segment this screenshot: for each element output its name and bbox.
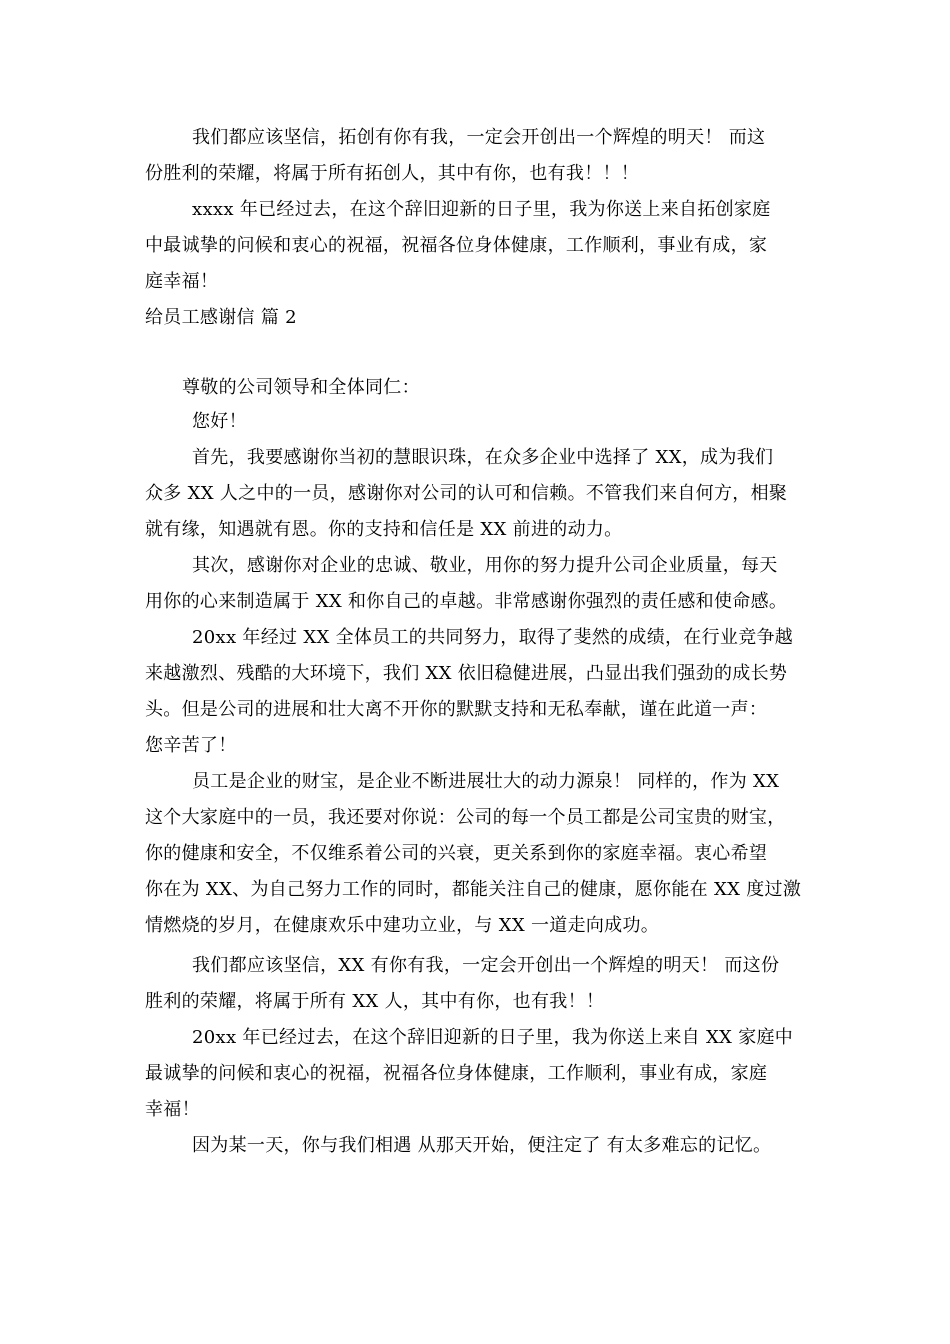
paragraph-line: 其次，感谢你对企业的忠诚、敬业，用你的努力提升公司企业质量，每天	[192, 555, 778, 576]
paragraph-line: 这个大家庭中的一员，我还要对你说：公司的每一个员工都是公司宝贵的财宝，	[145, 807, 786, 828]
paragraph-line: 首先，我要感谢你当初的慧眼识珠，在众多企业中选择了 XX，成为我们	[192, 447, 774, 468]
paragraph-line: 胜利的荣耀，将属于所有 XX 人，其中有你，也有我！！	[145, 991, 605, 1012]
paragraph-line: 我们都应该坚信，拓创有你有我，一定会开创出一个辉煌的明天！ 而这	[192, 127, 766, 148]
paragraph-line: 众多 XX 人之中的一员，感谢你对公司的认可和信赖。不管我们来自何方，相聚	[145, 483, 788, 504]
paragraph-line: 中最诚挚的问候和衷心的祝福，祝福各位身体健康，工作顺利，事业有成，家	[145, 235, 768, 256]
paragraph-line: 情燃烧的岁月，在健康欢乐中建功立业，与 XX 一道走向成功。	[145, 915, 660, 936]
paragraph-line: 来越激烈、残酷的大环境下，我们 XX 依旧稳健进展，凸显出我们强劲的成长势	[145, 663, 788, 684]
paragraph-line: 你的健康和安全，不仅维系着公司的兴衰，更关系到你的家庭幸福。衷心希望	[145, 843, 768, 864]
paragraph-line: 你在为 XX、为自己努力工作的同时，都能关注自己的健康，愿你能在 XX 度过激	[145, 879, 802, 900]
paragraph-line: xxxx 年已经过去，在这个辞旧迎新的日子里，我为你送上来自拓创家庭	[192, 199, 771, 220]
paragraph-line: 员工是企业的财宝，是企业不断进展壮大的动力源泉！ 同样的，作为 XX	[192, 771, 780, 792]
paragraph-line: 20xx 年已经过去，在这个辞旧迎新的日子里，我为你送上来自 XX 家庭中	[192, 1027, 794, 1048]
paragraph-line: 20xx 年经过 XX 全体员工的共同努力，取得了斐然的成绩，在行业竞争越	[192, 627, 794, 648]
paragraph-line: 就有缘，知遇就有恩。你的支持和信任是 XX 前进的动力。	[145, 519, 623, 540]
paragraph-line: 幸福！	[145, 1099, 200, 1120]
paragraph-line: 庭幸福！	[145, 271, 219, 292]
paragraph-line: 份胜利的荣耀，将属于所有拓创人，其中有你，也有我！！！	[145, 163, 640, 184]
greeting: 您好！	[192, 411, 247, 432]
section-heading: 给员工感谢信 篇 2	[145, 307, 297, 328]
paragraph-line: 用你的心来制造属于 XX 和你自己的卓越。非常感谢你强烈的责任感和使命感。	[145, 591, 788, 612]
paragraph-line: 最诚挚的问候和衷心的祝福，祝福各位身体健康，工作顺利，事业有成，家庭	[145, 1063, 768, 1084]
salutation: 尊敬的公司领导和全体同仁：	[182, 377, 420, 398]
paragraph-line: 因为某一天，你与我们相遇 从那天开始，便注定了 有太多难忘的记忆。	[192, 1135, 772, 1156]
paragraph-line: 您辛苦了！	[145, 735, 237, 756]
paragraph-line: 头。但是公司的进展和壮大离不开你的默默支持和无私奉献，谨在此道一声：	[145, 699, 768, 720]
paragraph-line: 我们都应该坚信，XX 有你有我，一定会开创出一个辉煌的明天！ 而这份	[192, 955, 780, 976]
